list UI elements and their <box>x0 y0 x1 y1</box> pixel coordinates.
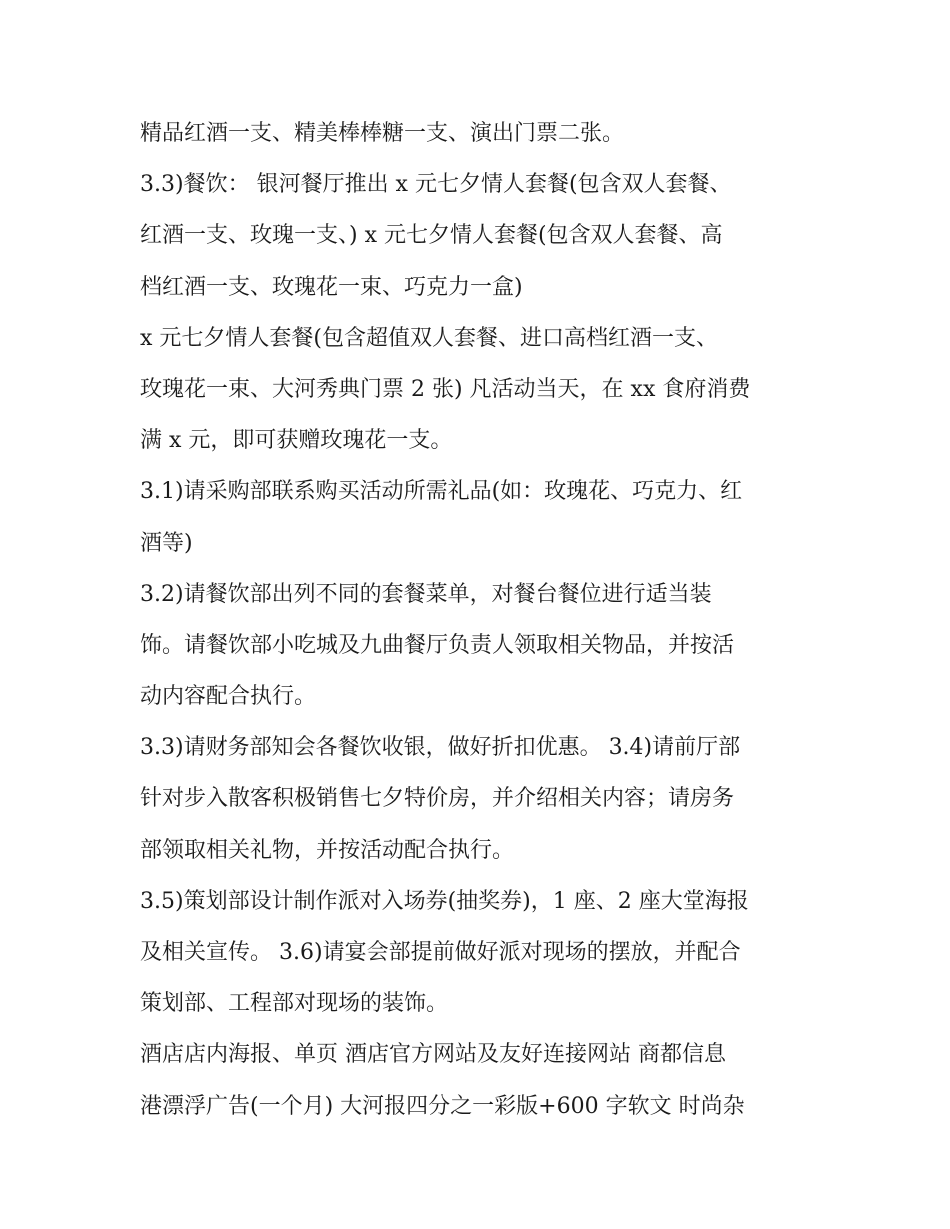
text-line: 3.3)请财务部知会各餐饮收银，做好折扣优惠。 3.4)请前厅部 <box>140 735 741 761</box>
text-line: 红酒一支、玫瑰一支、) x 元七夕情人套餐(包含双人套餐、高 <box>140 223 723 249</box>
text-line: 部领取相关礼物，并按活动配合执行。 <box>140 837 515 863</box>
text-line: 精品红酒一支、精美棒棒糖一支、演出门票二张。 <box>140 121 625 146</box>
text-line: 玫瑰花一束、大河秀典门票 2 张) 凡活动当天，在 xx 食府消费 <box>140 376 751 402</box>
text-line: 3.3)餐饮： 银河餐厅推出 x 元七夕情人套餐(包含双人套餐、 <box>140 172 732 198</box>
text-line: 酒店店内海报、单页 酒店官方网站及友好连接网站 商都信息 <box>140 1042 726 1068</box>
text-line: 3.1)请采购部联系购买活动所需礼品(如：玫瑰花、巧克力、红 <box>140 479 743 505</box>
text-line: 3.2)请餐饮部出列不同的套餐菜单，对餐台餐位进行适当装 <box>140 581 712 607</box>
document-body <box>140 108 820 1132</box>
text-line: 及相关宣传。 3.6)请宴会部提前做好派对现场的摆放，并配合 <box>140 940 741 965</box>
text-line: 3.5)策划部设计制作派对入场券(抽奖券)，1 座、2 座大堂海报 <box>140 888 749 914</box>
text-line: 饰。请餐饮部小吃城及九曲餐厅负责人领取相关物品，并按活 <box>140 632 735 658</box>
text-line: x 元七夕情人套餐(包含超值双人套餐、进口高档红酒一支、 <box>140 325 718 351</box>
text-line: 档红酒一支、玫瑰花一束、巧克力一盒) <box>140 274 523 300</box>
text-line: 针对步入散客积极销售七夕特价房，并介绍相关内容；请房务 <box>140 786 735 812</box>
text-line: 动内容配合执行。 <box>140 684 317 710</box>
text-line: 港漂浮广告(一个月) 大河报四分之一彩版+600 字软文 时尚杂 <box>140 1093 745 1119</box>
text-line: 策划部、工程部对现场的装饰。 <box>140 991 449 1017</box>
text-line: 满 x 元，即可获赠玫瑰花一支。 <box>140 428 453 454</box>
text-line: 酒等) <box>140 530 193 556</box>
